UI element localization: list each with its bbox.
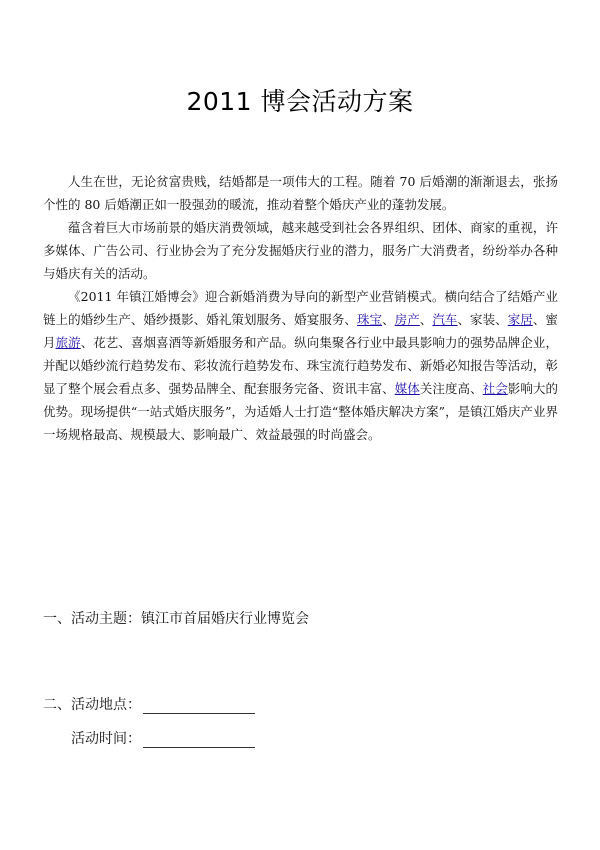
link-real-estate[interactable]: 房产 (394, 312, 420, 327)
location-label: 二、活动地点： (43, 697, 141, 713)
section-theme: 一、活动主题：镇江市首届婚庆行业博览会 (43, 611, 309, 627)
paragraph-3-text-4: 影响大的优势。现场提供“一站式婚庆服务”，为适婚人士打造“整体婚庆解决方案”，是镇江婚庆产业界一场规格最高、规模最大、影响最广、效益最强的时尚盛会。 (43, 381, 558, 442)
paragraph-1: 人生在世，无论贫富贵贱，结婚都是一项伟大的工程。随着 70 后婚潮的渐渐退去，张扬个性的 80 后婚潮正如一股强劲的暖流，推动着整个婚庆产业的蓬勃发展。 (43, 174, 558, 212)
time-label: 活动时间： (71, 731, 141, 747)
sep-1: 、 (382, 312, 395, 327)
paragraph-3-text-2: 、花艺、喜烟喜酒等新婚服务和产品。纵向集聚各行业中最具影响力的强势品牌企业，并配以婚纱流行趋势发布、彩妆流行趋势发布、珠宝流行趋势发布、新婚必知报告等活动，彰显了整个展会看点多、强势品牌全、配套服务完备、资讯丰富、 (43, 335, 558, 396)
paragraph-3-text-1: 《2011 年镇江婚博会》迎合新婚消费为导向的新型产业营销模式。横向结合了结婚产业链上的婚纱生产、婚纱摄影、婚礼策划服务、婚宴服务、 (43, 289, 558, 327)
intro-section (43, 170, 558, 446)
link-society[interactable]: 社会 (482, 381, 508, 396)
link-home-furnishing[interactable]: 家居 (507, 312, 533, 327)
sep-3: 、家装、 (457, 312, 508, 327)
paragraph-3 (43, 285, 558, 446)
time-blank[interactable] (143, 733, 255, 748)
section-location (43, 694, 255, 714)
sep-4: 、蜜月 (43, 312, 558, 350)
link-automobile[interactable]: 汽车 (432, 312, 458, 327)
paragraph-2: 蕴含着巨大市场前景的婚庆消费领域，越来越受到社会各界组织、团体、商家的重视，许多媒体、广告公司、行业协会为了充分发掘婚庆行业的潜力，服务广大消费者，纷纷举办各种与婚庆有关的活动。 (43, 220, 558, 281)
location-blank[interactable] (143, 699, 255, 714)
section-time (71, 728, 255, 748)
link-media[interactable]: 媒体 (394, 381, 420, 396)
document-title: 2011 博会活动方案 (186, 87, 414, 116)
link-jewelry[interactable]: 珠宝 (356, 312, 383, 327)
paragraph-3-text-3: 关注度高、 (419, 381, 483, 396)
link-travel[interactable]: 旅游 (55, 335, 81, 350)
sep-2: 、 (419, 312, 433, 327)
